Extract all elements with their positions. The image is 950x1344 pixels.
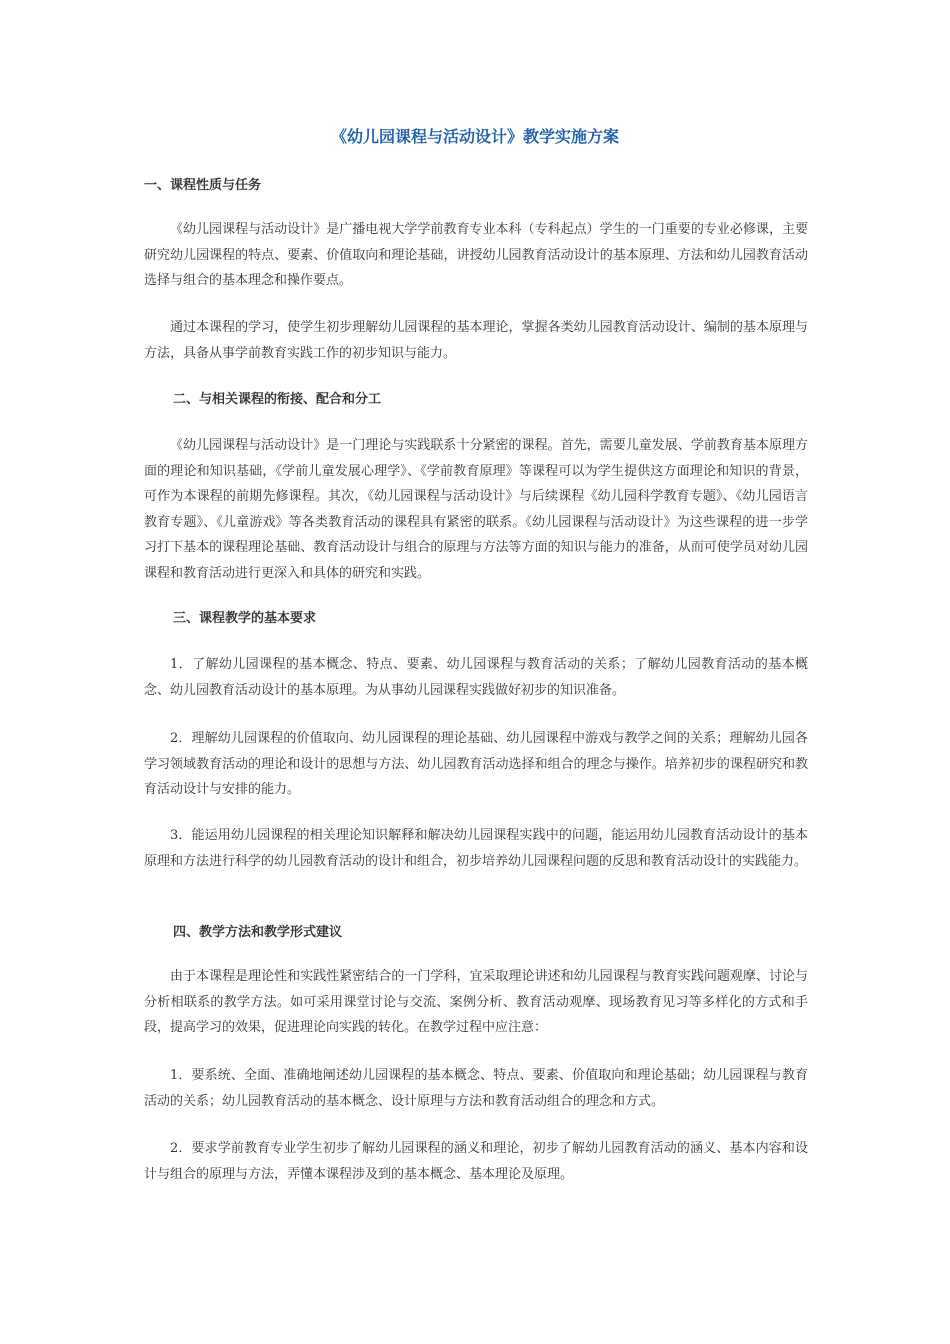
section-2-paragraph-1: 《幼儿园课程与活动设计》是一门理论与实践联系十分紧密的课程。首先，需要儿童发展、学前教育基本原理方面的理论和知识基础，《学前儿童发展心理学》、《学前教育原理》等课程可以为学生提供这方面理论和知识的背景，可作为本课程的前期先修课程。其次，《幼儿园课程与活动设计》与后续课程《幼儿园科学教育专题》、《幼儿园语言教育专题》、《儿童游戏》等各类教育活动的课程具有紧密的联系。《幼儿园课程与活动设计》为这些课程的进一步学习打下基本的课程理论基础、教育活动设计与组合的原理与方法等方面的知识与能力的准备，从而可使学员对幼儿园课程和教育活动进行更深入和具体的研究和实践。 xyxy=(144,438,808,581)
section-heading-4: 四、教学方法和教学形式建议 xyxy=(173,925,343,940)
section-heading-2: 二、与相关课程的衔接、配合和分工 xyxy=(173,392,382,407)
section-3-paragraph-1: 1．了解幼儿园课程的基本概念、特点、要素、幼儿园课程与教育活动的关系；了解幼儿园教育活动的基本概念、幼儿园教育活动设计的基本原理。为从事幼儿园课程实践做好初步的知识准备。 xyxy=(144,657,808,698)
section-heading-1: 一、课程性质与任务 xyxy=(144,178,262,193)
section-4-paragraph-2: 1．要系统、全面、准确地阐述幼儿园课程的基本概念、特点、要素、价值取向和理论基础；幼儿园课程与教育活动的关系；幼儿园教育活动的基本概念、设计原理与方法和教育活动组合的理念和方式。 xyxy=(144,1068,808,1109)
section-heading-3: 三、课程教学的基本要求 xyxy=(173,611,317,626)
section-1-paragraph-1: 《幼儿园课程与活动设计》是广播电视大学学前教育专业本科（专科起点）学生的一门重要的专业必修课，主要研究幼儿园课程的特点、要素、价值取向和理论基础，讲授幼儿园教育活动设计的基本原理、方法和幼儿园教育活动选择与组合的基本理念和操作要点。 xyxy=(144,222,808,288)
section-4-paragraph-3: 2．要求学前教育专业学生初步了解幼儿园课程的涵义和理论，初步了解幼儿园教育活动的涵义、基本内容和设计与组合的原理与方法，弄懂本课程涉及到的基本概念、基本理论及原理。 xyxy=(144,1141,808,1182)
section-3-paragraph-2: 2．理解幼儿园课程的价值取向、幼儿园课程的理论基础、幼儿园课程中游戏与教学之间的关系；理解幼儿园各学习领域教育活动的理论和设计的思想与方法、幼儿园教育活动选择和组合的理念与操作。培养初步的课程研究和教育活动设计与安排的能力。 xyxy=(144,731,808,797)
section-1-paragraph-2: 通过本课程的学习，使学生初步理解幼儿园课程的基本理论，掌握各类幼儿园教育活动设计、编制的基本原理与方法，具备从事学前教育实践工作的初步知识与能力。 xyxy=(144,320,808,361)
section-4-paragraph-1: 由于本课程是理论性和实践性紧密结合的一门学科，宜采取理论讲述和幼儿园课程与教育实践问题观摩、讨论与分析相联系的教学方法。如可采用课堂讨论与交流、案例分析、教育活动观摩、现场教育见习等多样化的方式和手段，提高学习的效果，促进理论向实践的转化。在教学过程中应注意： xyxy=(144,969,808,1035)
document-title: 《幼儿园课程与活动设计》教学实施方案 xyxy=(330,127,619,146)
section-3-paragraph-3: 3．能运用幼儿园课程的相关理论知识解释和解决幼儿园课程实践中的问题，能运用幼儿园教育活动设计的基本原理和方法进行科学的幼儿园教育活动的设计和组合，初步培养幼儿园课程问题的反思和教育活动设计的实践能力。 xyxy=(144,828,808,869)
